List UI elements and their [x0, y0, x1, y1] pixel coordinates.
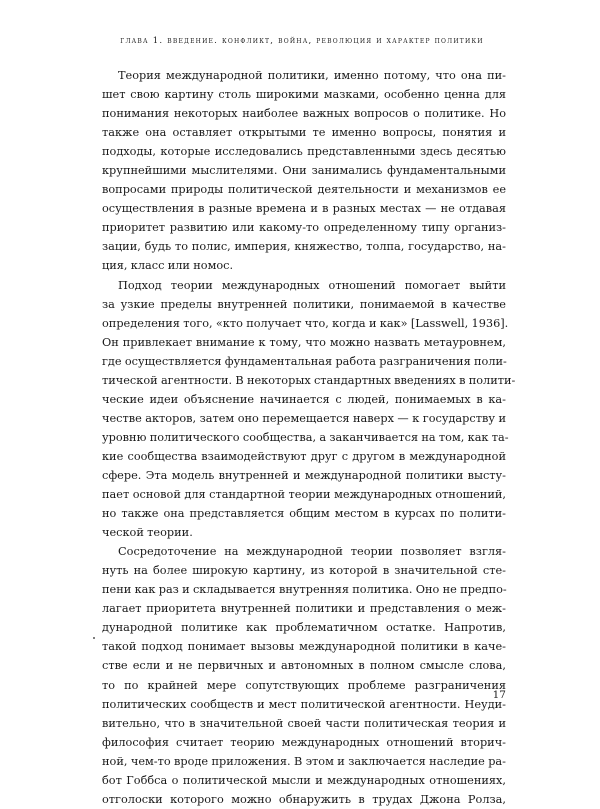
text-line: определения того, «кто получает что, когда и как» [Lasswell, 1936].	[102, 316, 509, 330]
text-line: но также она представляется общим местом в курсах по полити-	[102, 507, 506, 521]
text-line: вительно, что в значительной своей части политическая теория и	[102, 716, 506, 730]
paragraph	[102, 542, 506, 809]
text-line: подходы, которые исследовались представленными здесь десятью	[102, 145, 506, 159]
text-line: где осуществляется фундаментальная работа разграничения поли-	[102, 354, 507, 368]
text-line: ческой теории.	[102, 526, 193, 540]
text-line: также она оставляет открытыми те именно вопросы, понятия и	[102, 126, 506, 140]
text-line: пени как раз и складывается внутренняя политика. Оно не предпо-	[102, 583, 507, 597]
text-line: тической агентности. В некоторых стандартных введениях в полити-	[102, 373, 516, 387]
page-number: 17	[492, 689, 506, 701]
paragraph	[102, 66, 506, 276]
running-head: глава 1. введение. конфликт, война, революция и характер политики	[120, 36, 484, 46]
text-line: вопросами природы политической деятельности и механизмов ее	[102, 183, 506, 197]
text-line: отголоски которого можно обнаружить в трудах Джона Ролза,	[102, 792, 506, 806]
text-line: за узкие пределы внутренней политики, понимаемой в качестве	[102, 297, 506, 311]
text-line: философия считает теорию международных отношений вторич-	[102, 735, 506, 749]
text-line: политических сообществ и мест политической агентности. Неуди-	[102, 697, 506, 711]
paragraph	[102, 276, 516, 543]
text-line: нуть на более широкую картину, из которой в значительной сте-	[102, 564, 506, 578]
text-line: приоритет развитию или какому-то определенному типу организ-	[102, 221, 506, 235]
text-line: осуществления в разные времена и в разных местах — не отдавая	[102, 202, 506, 216]
text-line: то по крайней мере сопутствующих проблеме разграничения	[102, 678, 506, 692]
text-line: сфере. Эта модель внутренней и международной политики высту-	[102, 468, 506, 482]
text-line: Сосредоточение на международной теории позволяет взгля-	[118, 545, 506, 559]
text-line: Теория международной политики, именно потому, что она пи-	[118, 69, 506, 82]
text-line: понимания некоторых наиболее важных вопросов о политике. Но	[102, 107, 506, 121]
print-speck	[93, 637, 95, 639]
text-line: зации, будь то полис, империя, княжество, толпа, государство, на-	[102, 240, 506, 254]
text-line: ция, класс или номос.	[102, 259, 234, 273]
body-text	[102, 66, 516, 809]
text-line: дународной политике как проблематичном остатке. Напротив,	[102, 621, 506, 635]
text-line: бот Гоббса о политической мысли и международных отношениях,	[102, 773, 506, 787]
text-line: лагает приоритета внутренней политики и представления о меж-	[102, 602, 506, 616]
text-line: пает основой для стандартной теории международных отношений,	[102, 488, 506, 502]
text-line: шет свою картину столь широкими мазками, особенно ценна для	[102, 88, 506, 102]
text-line: стве если и не первичных и автономных в полном смысле слова,	[102, 659, 506, 673]
text-line: Он привлекает внимание к тому, что можно назвать метауровнем,	[102, 335, 506, 349]
text-line: уровню политического сообщества, а заканчивается на том, как та-	[102, 430, 509, 444]
text-line: Подход теории международных отношений помогает выйти	[118, 278, 506, 292]
text-line: ческие идеи объяснение начинается с людей, понимаемых в ка-	[102, 392, 506, 406]
text-line: кие сообщества взаимодействуют друг с другом в международной	[102, 449, 506, 463]
text-line: крупнейшими мыслителями. Они занимались фундаментальными	[102, 164, 506, 178]
text-line: честве акторов, затем оно перемещается наверх — к государству и	[102, 411, 506, 425]
text-line: ной, чем-то вроде приложения. В этом и заключается наследие ра-	[102, 754, 506, 768]
text-line: такой подход понимает вызовы международной политики в каче-	[102, 640, 506, 654]
